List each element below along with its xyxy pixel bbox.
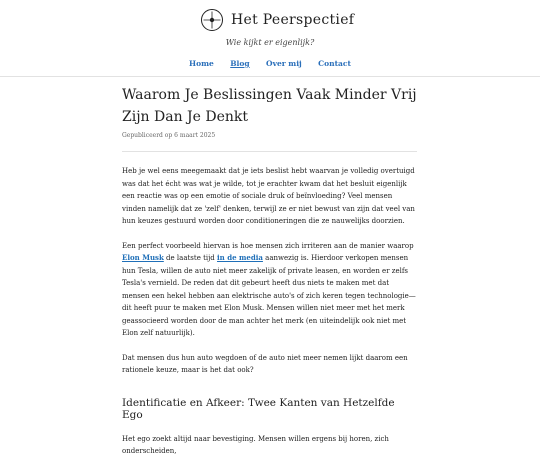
site-title: Het Peerspectief: [231, 12, 355, 28]
link-in-de-media[interactable]: in de media: [217, 253, 263, 262]
paragraph-example: [122, 240, 417, 340]
nav-contact[interactable]: Contact: [318, 59, 351, 68]
nav-home[interactable]: Home: [189, 59, 214, 68]
section-heading: Identificatie en Afkeer: Twee Kanten van Hetzelfde Ego: [122, 396, 395, 421]
divider: [122, 151, 417, 152]
published-date: Gepubliceerd op 6 maart 2025: [122, 132, 216, 139]
circle-crosshair-icon: [200, 8, 224, 32]
site-header: [0, 0, 540, 77]
article-title: Waarom Je Beslissingen Vaak Minder Vrij Zijn Dan Je Denkt: [122, 87, 417, 125]
site-tagline: Wie kijkt er eigenlijk?: [225, 38, 315, 47]
main-nav: [0, 59, 540, 68]
paragraph-text: aanwezig is. Hierdoor verkopen mensen hun Tesla, willen de auto niet meer zakelijk of private leasen, en worden er zelfs Tesla's vernield. De reden dat dit gebeurt heeft dus niets te maken met dat mensen een hekel hebben aan elektrische auto's of zich keren tegen technologie—dit heeft puur te maken met Elon Musk. Mensen willen niet meer met het merk geassocieerd worden door de man achter het merk (en uiteindelijk ook niet met Elon zelf natuurlijk).: [122, 254, 416, 337]
paragraph-intro: Heb je wel eens meegemaakt dat je iets beslist hebt waarvan je volledig overtuigd was dat het écht was wat je wilde, tot je erachter kwam dat het besluit eigenlijk een reactie was op een emotie of sociale druk of beïnvloeding? Veel mensen vinden namelijk dat ze 'zelf' denken, terwijl ze er niet bewust van zijn dat veel van hun keuzes gestuurd worden door conditioneringen die ze nauwelijks doorzien.: [122, 167, 415, 225]
nav-blog[interactable]: Blog: [230, 59, 250, 68]
paragraph-ego: Het ego zoekt altijd naar bevestiging. Mensen willen ergens bij horen, zich onderscheiden,: [122, 434, 389, 455]
paragraph-question: Dat mensen dus hun auto wegdoen of de auto niet meer nemen lijkt daarom een rationele keuze, maar is het dat ook?: [122, 353, 408, 374]
paragraph-text: Een perfect voorbeeld hiervan is hoe mensen zich irriteren aan de manier waarop: [122, 241, 414, 250]
nav-over-mij[interactable]: Over mij: [266, 59, 302, 68]
article: [122, 84, 417, 458]
brand[interactable]: [200, 8, 354, 32]
paragraph-text: de laatste tijd: [163, 254, 218, 262]
link-elon-musk[interactable]: Elon Musk: [122, 253, 164, 262]
